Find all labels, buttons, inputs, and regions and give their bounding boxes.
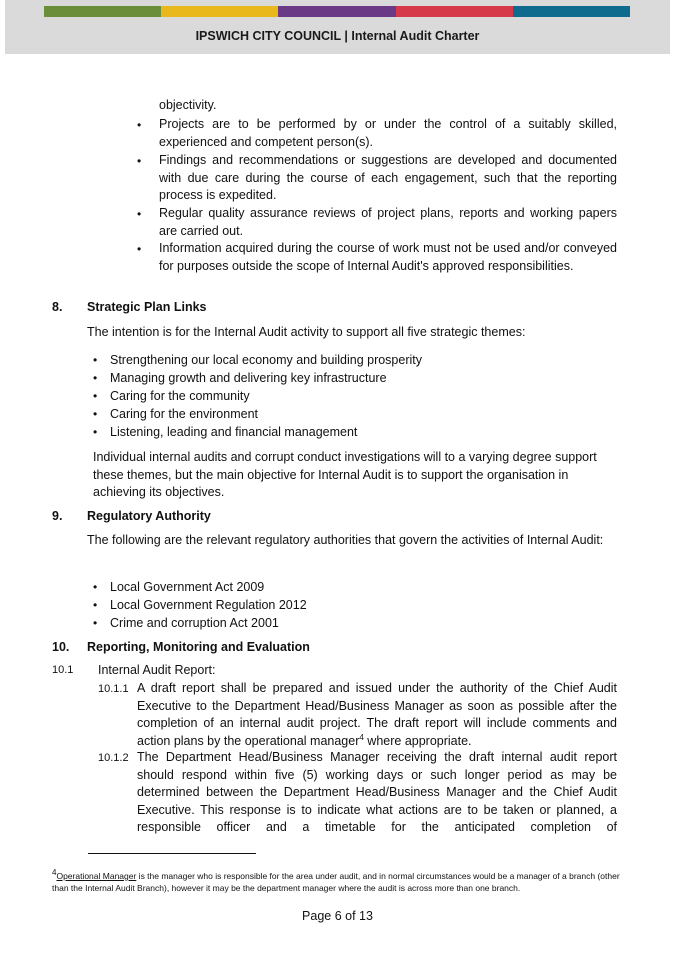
list-item: Caring for the environment [110,407,258,421]
list-item [137,680,617,750]
strip-segment-red [396,6,513,17]
page-number: Page 6 of 13 [302,909,373,923]
item-text: A draft report shall be prepared and issued under the authority of the Chief Audit Executive to the Department Head/Business Manager as soon as possible after the completion of an internal audit project. The draft report will include comments and action plans by the operational manager [137,681,617,748]
list-item: Listening, leading and financial management [110,425,358,439]
bullet-icon: • [93,353,98,367]
list-item: Projects are to be performed by or under the control of a suitably skilled, experienced and competent person(s). [159,117,617,149]
footnote-marker: 4 [52,868,57,878]
item-number: 10.1.1 [98,683,129,695]
section-title: Regulatory Authority [87,509,211,523]
section-title: Reporting, Monitoring and Evaluation [87,640,310,654]
list-item: Regular quality assurance reviews of project plans, reports and working papers are carried out. [159,206,617,238]
bullet-icon: • [93,580,98,594]
strip-segment-purple [278,6,395,17]
footnote-text: is the manager who is responsible for the area under audit, and in normal circumstances would be a manager of a branch (other than the Internal Audit Branch), however it may be the department manager where the audit is across more than one branch. [52,871,620,893]
strip-segment-green [44,6,161,17]
list-item: Strengthening our local economy and building prosperity [110,353,422,367]
item-number: 10.1.2 [98,752,129,764]
footnote-separator [88,853,256,854]
bullet-icon: • [137,207,142,221]
footnote [52,870,622,894]
footnote-ref: 4 [359,732,364,742]
section-intro: The following are the relevant regulatory authorities that govern the activities of Internal Audit: [87,533,604,547]
subsection-title: Internal Audit Report: [98,663,216,677]
strip-segment-teal [513,6,630,17]
bullet-icon: • [93,616,98,630]
list-item: Managing growth and delivering key infrastructure [110,371,387,385]
bullet-icon: • [93,371,98,385]
list-item: Information acquired during the course of work must not be used and/or conveyed for purposes outside the scope of Internal Audit's approved responsibilities. [159,241,617,273]
continued-line: objectivity. [159,98,217,112]
section-title: Strategic Plan Links [87,300,207,314]
bullet-icon: • [137,154,142,168]
list-item: Crime and corruption Act 2001 [110,616,279,630]
item-text-end: where appropriate. [363,733,472,748]
strip-segment-yellow [161,6,278,17]
footnote-term: Operational Manager [56,871,137,881]
list-item: Local Government Act 2009 [110,580,265,594]
section-paragraph: Individual internal audits and corrupt conduct investigations will to a varying degree support these themes, but the main objective for Internal Audit is to support the organisation in achieving its objectives. [93,450,597,499]
section-number: 9. [52,509,63,523]
bullet-icon: • [93,598,98,612]
bullet-icon: • [137,118,142,132]
list-item: Local Government Regulation 2012 [110,598,307,612]
list-item: Findings and recommendations or suggestions are developed and documented with due care during the course of each engagement, such that the reporting process is expedited. [159,153,617,202]
bullet-icon: • [93,389,98,403]
bullet-icon: • [93,407,98,421]
bullet-icon: • [93,425,98,439]
bullet-icon: • [137,242,142,256]
section-intro: The intention is for the Internal Audit activity to support all five strategic themes: [87,325,526,339]
header-title: IPSWICH CITY COUNCIL | Internal Audit Charter [195,29,480,43]
section-number: 10. [52,640,70,654]
list-item: The Department Head/Business Manager receiving the draft internal audit report should respond within five (5) working days or such longer period as may be determined between the Department Head/Business Manager and the Chief Audit Executive. This response is to indicate what actions are to be taken or planned, a responsible officer and a timetable for the anticipated completion of [137,750,617,834]
subsection-number: 10.1 [52,664,74,676]
section-number: 8. [52,300,63,314]
header-color-strip [44,6,630,17]
list-item: Caring for the community [110,389,250,403]
